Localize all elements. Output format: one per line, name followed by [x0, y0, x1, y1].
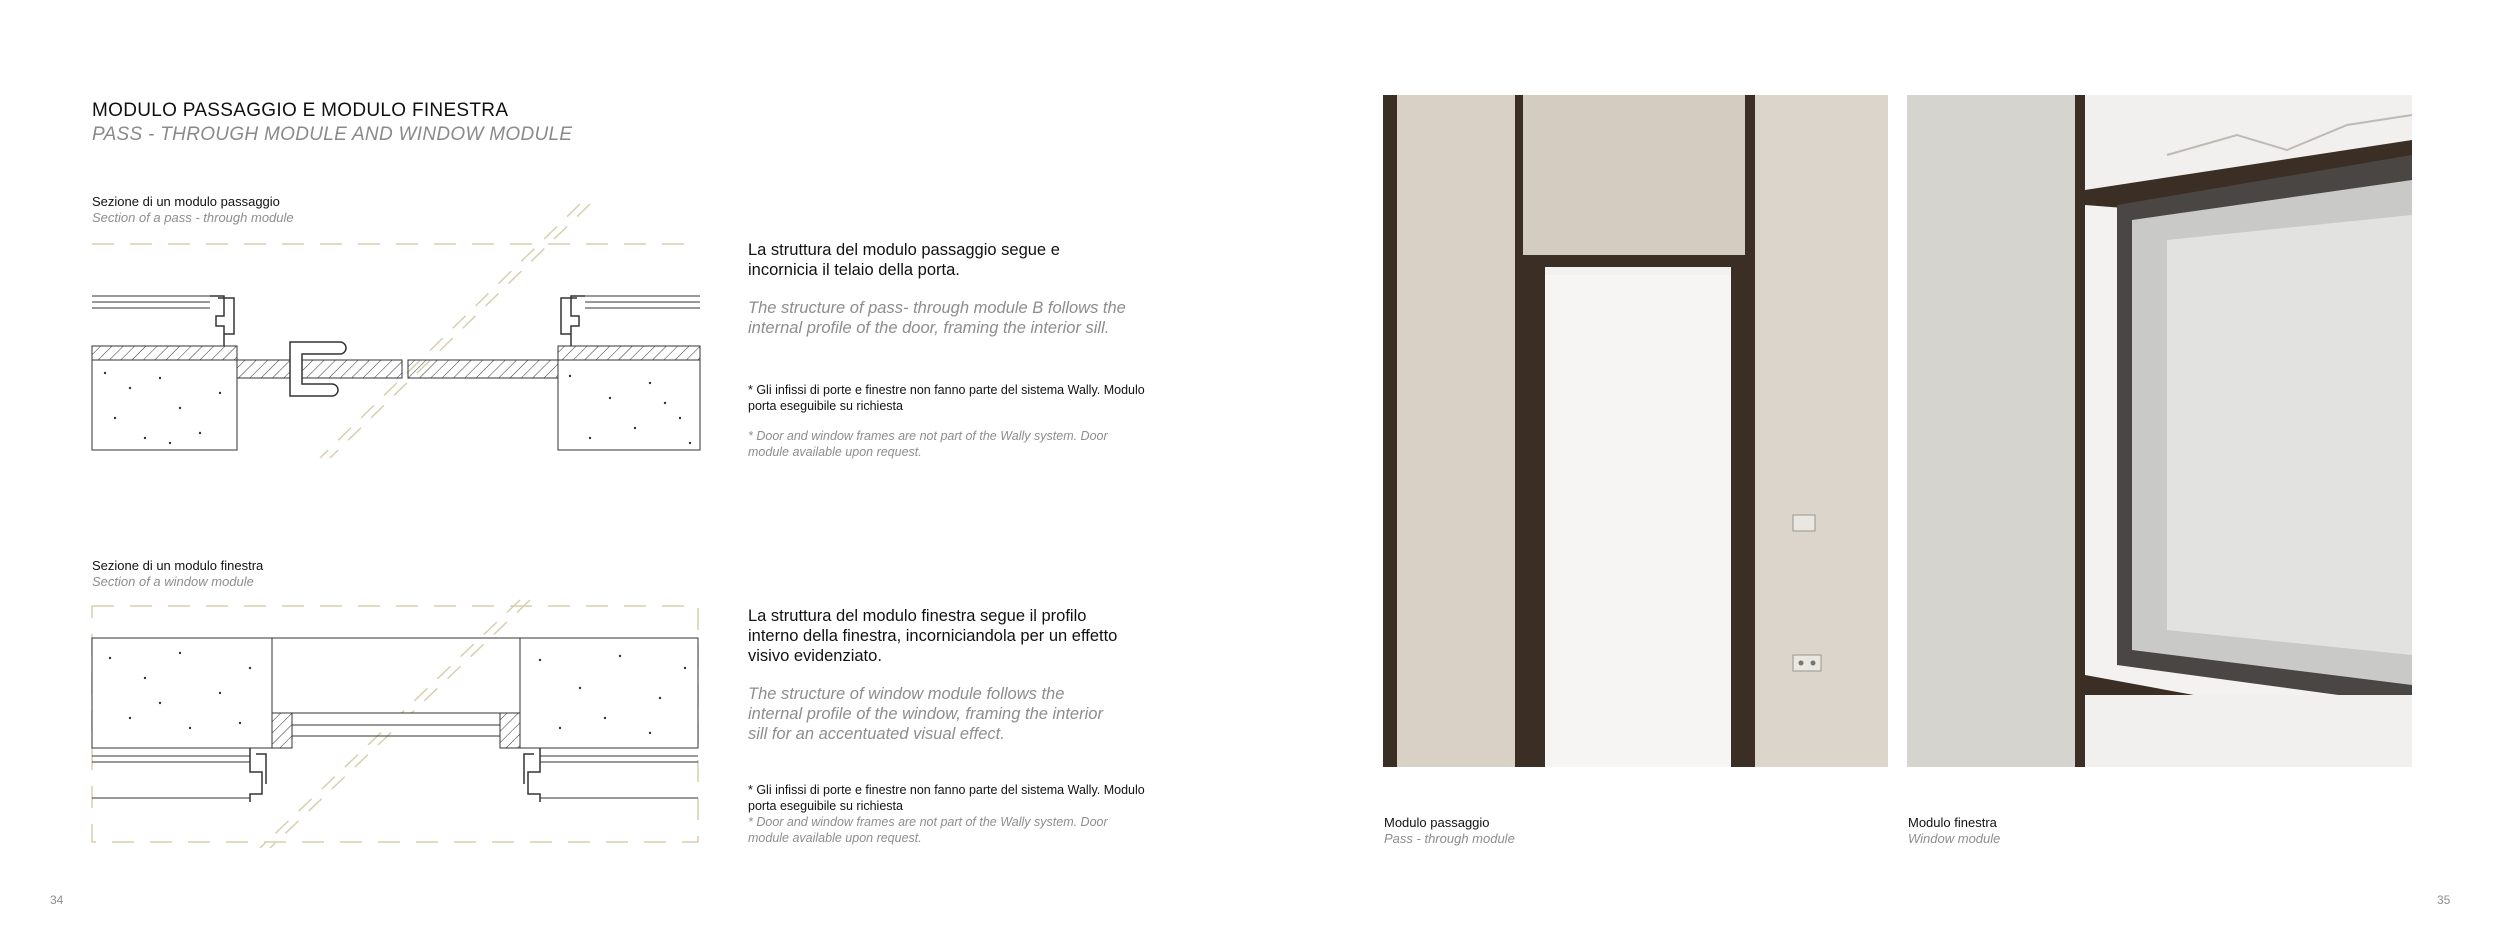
- window-caption-en: Window module: [1908, 831, 2001, 846]
- page-subtitle: PASS - THROUGH MODULE AND WINDOW MODULE: [92, 124, 573, 145]
- page-number-left: 34: [50, 893, 64, 907]
- pass-through-caption-en: Pass - through module: [1384, 831, 1515, 846]
- section2-paragraph-en: The structure of window module follows the internal profile of the window, framing the interior sill for an accentuated visual effect.: [748, 685, 1103, 743]
- pass-through-section-drawing: [90, 198, 705, 458]
- section1-paragraph-en: The structure of pass- through module B follows the internal profile of the door, framing the interior sill.: [748, 299, 1126, 337]
- pass-through-caption: Modulo passaggio: [1384, 815, 1490, 830]
- page-number-right: 35: [2437, 893, 2451, 907]
- section1-note-en: * Door and window frames are not part of the Wally system. Door module available upon request.: [748, 429, 1108, 459]
- section2-label: Sezione di un modulo finestra: [92, 558, 264, 573]
- section1-label: Sezione di un modulo passaggio: [92, 194, 280, 209]
- window-section-drawing: [90, 598, 705, 848]
- section2-paragraph: La struttura del modulo finestra segue il profilo interno della finestra, incorniciandola per un effetto visivo evidenziato.: [748, 607, 1118, 665]
- section2-note-en: * Door and window frames are not part of the Wally system. Door module available upon request.: [748, 815, 1108, 845]
- pass-through-photo: [1383, 95, 1888, 767]
- section2-note: * Gli infissi di porte e finestre non fanno parte del sistema Wally. Modulo porta eseguibile su richiesta: [748, 783, 1145, 813]
- section1-label-en: Section of a pass - through module: [92, 210, 294, 225]
- section1-paragraph: La struttura del modulo passaggio segue e incornicia il telaio della porta.: [748, 241, 1060, 279]
- section1-note: * Gli infissi di porte e finestre non fanno parte del sistema Wally. Modulo porta eseguibile su richiesta: [748, 383, 1145, 413]
- page-title: MODULO PASSAGGIO E MODULO FINESTRA: [92, 100, 509, 121]
- window-caption: Modulo finestra: [1908, 815, 1997, 830]
- section2-label-en: Section of a window module: [92, 574, 254, 589]
- window-photo: [1907, 95, 2412, 767]
